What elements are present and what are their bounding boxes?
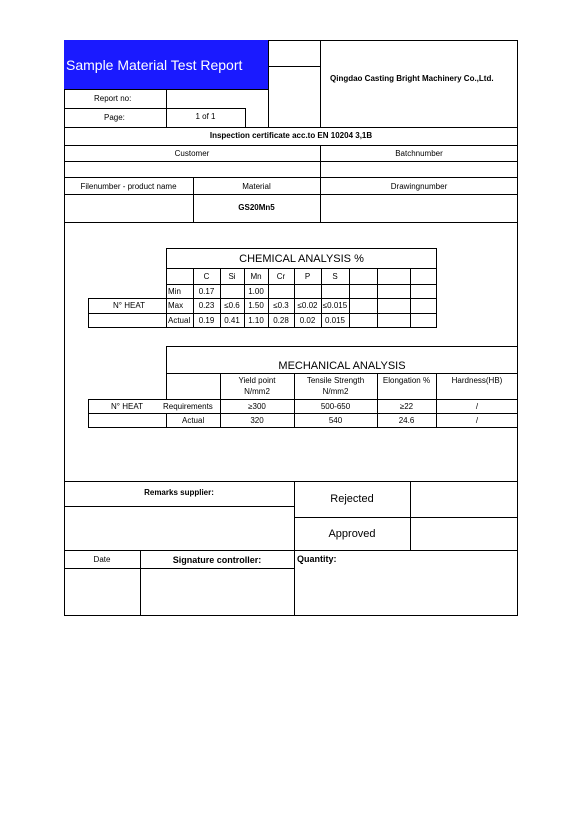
mech-unit-tensile: N/mm2 xyxy=(322,387,349,396)
mech-act-tensile: 540 xyxy=(328,416,343,425)
date-label: Date xyxy=(93,555,111,564)
chem-max-s: ≤0.015 xyxy=(322,301,348,310)
mech-header-tensile: Tensile Strength xyxy=(306,376,365,385)
chem-col-c: C xyxy=(203,272,210,281)
chem-max-cr: ≤0.3 xyxy=(273,301,289,310)
chem-col-cr: Cr xyxy=(276,272,286,281)
customer-label: Customer xyxy=(174,149,210,158)
mech-req-tensile: 500-650 xyxy=(320,402,351,411)
chem-row-max-label: Max xyxy=(168,301,184,310)
chem-act-si: 0.41 xyxy=(224,316,240,325)
page-label: Page: xyxy=(104,113,125,122)
frame-bottom xyxy=(64,615,518,616)
chem-min-mn: 1.00 xyxy=(248,287,264,296)
drawingnumber-label: Drawingnumber xyxy=(390,182,448,191)
chem-act-p: 0.02 xyxy=(299,316,316,325)
mech-act-elongation: 24.6 xyxy=(398,416,415,425)
mech-act-yield: 320 xyxy=(250,416,264,425)
chem-max-si: ≤0.6 xyxy=(224,301,240,310)
chem-act-cr: 0.28 xyxy=(273,316,289,325)
approved-label: Approved xyxy=(328,528,376,540)
chemical-title: CHEMICAL ANALYSIS % xyxy=(239,253,364,265)
mech-heat-label: N° HEAT xyxy=(111,402,143,411)
report-no-label: Report no: xyxy=(94,94,132,103)
chem-act-mn: 1.10 xyxy=(248,316,264,325)
material-label: Material xyxy=(242,182,271,191)
certificate-line: Inspection certificate acc.to EN 10204 3,1B xyxy=(209,131,373,140)
chem-col-p: P xyxy=(304,272,311,281)
mech-header-elongation: Elongation % xyxy=(382,376,431,385)
chem-row-min-label: Min xyxy=(168,287,181,296)
chem-act-c: 0.19 xyxy=(198,316,215,325)
mech-req-hardness: / xyxy=(475,402,479,411)
chem-max-c: 0.23 xyxy=(198,301,215,310)
chem-max-mn: 1.50 xyxy=(248,301,264,310)
mech-req-elongation: ≥22 xyxy=(399,402,414,411)
remarks-supplier-label: Remarks supplier: xyxy=(144,488,214,497)
chem-col-si: Si xyxy=(228,272,236,281)
mech-act-hardness: / xyxy=(475,416,479,425)
company-name: Qingdao Casting Bright Machinery Co.,Ltd. xyxy=(330,74,494,83)
mech-row-req-label: Requirements xyxy=(163,402,213,411)
filenumber-label: Filenumber - product name xyxy=(80,182,177,191)
signature-controller-label: Signature controller: xyxy=(172,555,262,565)
mech-header-yield: Yield point xyxy=(238,376,276,385)
chem-heat-label: N° HEAT xyxy=(113,301,145,310)
rejected-label: Rejected xyxy=(330,493,374,505)
chem-act-s: 0.015 xyxy=(324,316,346,325)
chem-col-mn: Mn xyxy=(250,272,262,281)
chem-col-s: S xyxy=(332,272,338,281)
report-title: Sample Material Test Report xyxy=(64,40,268,89)
quantity-label: Quantity: xyxy=(297,554,337,564)
batchnumber-label: Batchnumber xyxy=(395,149,443,158)
page-value: 1 of 1 xyxy=(195,112,216,121)
mechanical-title: MECHANICAL ANALYSIS xyxy=(278,360,406,372)
chem-min-c: 0.17 xyxy=(198,287,215,296)
mech-header-hardness: Hardness(HB) xyxy=(451,376,503,385)
mech-unit-yield: N/mm2 xyxy=(244,387,270,396)
chem-max-p: ≤0.02 xyxy=(297,301,318,310)
mech-req-yield: ≥300 xyxy=(248,402,266,411)
material-value: GS20Mn5 xyxy=(238,203,275,212)
mech-row-actual-label: Actual xyxy=(182,416,205,425)
chem-row-actual-label: Actual xyxy=(168,316,191,325)
